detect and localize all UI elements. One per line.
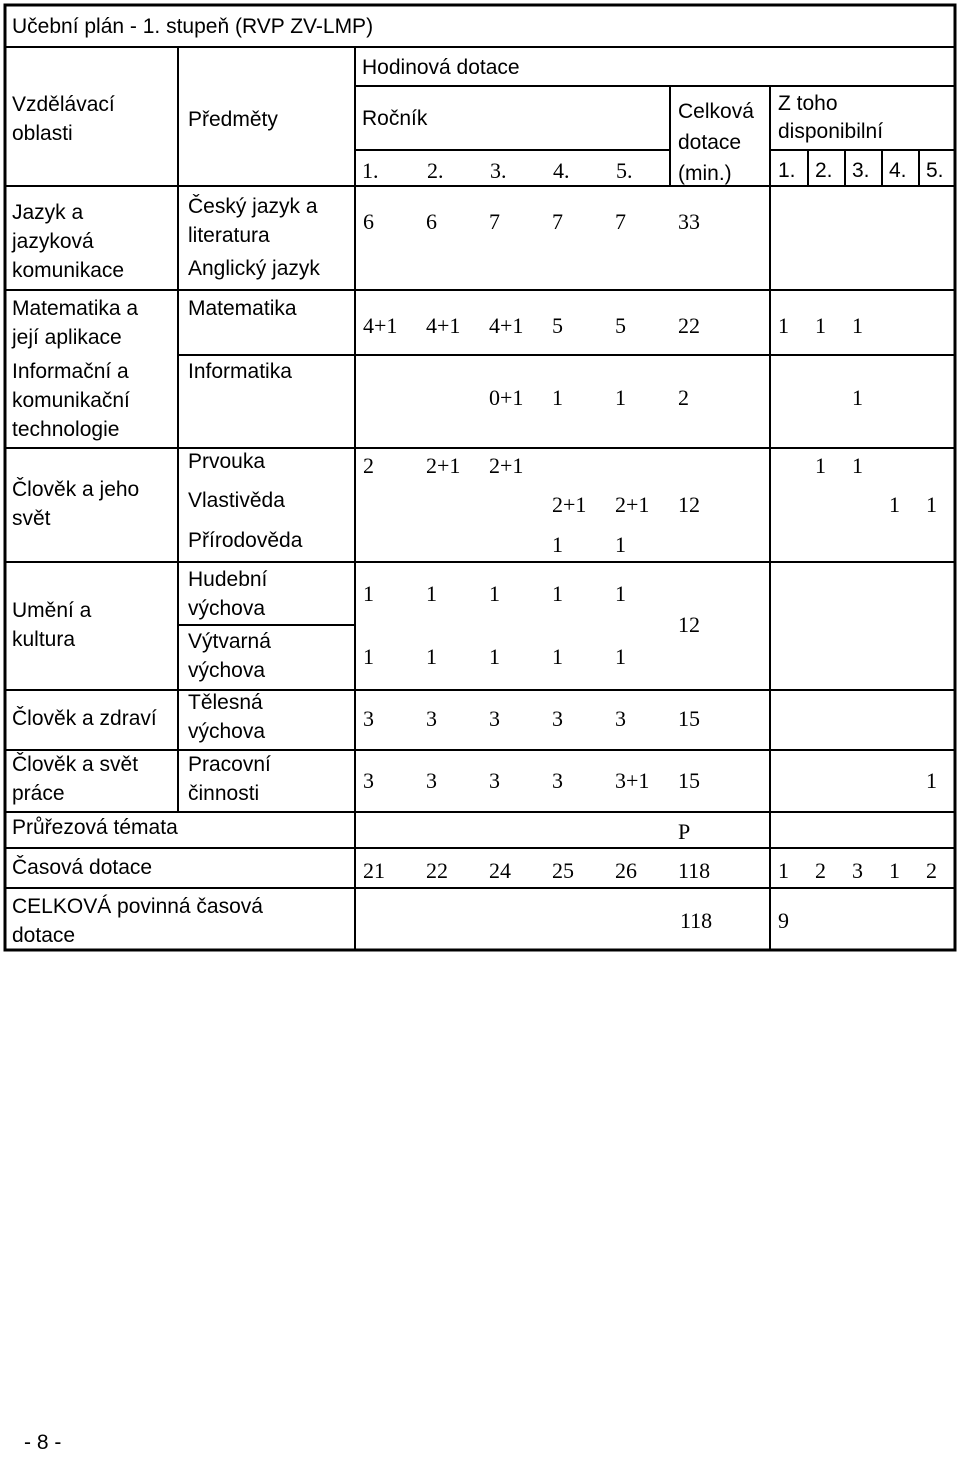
cell-value: 1	[926, 768, 937, 793]
cell-value: 7	[615, 209, 626, 234]
area-label: Člověk a zdraví	[12, 707, 157, 730]
cell-value: 0+1	[489, 385, 524, 410]
cell-value: 12	[678, 612, 700, 637]
cell-value: 3	[552, 768, 563, 793]
cell-value: 1	[778, 313, 789, 338]
cell-value: 1	[552, 532, 563, 557]
subject-label: Vlastivěda	[188, 489, 285, 512]
cell-value: 3	[852, 858, 863, 883]
subject-label: Výtvarná výchova	[188, 630, 271, 682]
cell-value: 1	[615, 532, 626, 557]
cell-value: 5	[552, 313, 563, 338]
subject-label: Český jazyk a literatura	[188, 195, 318, 247]
cell-value: 1	[426, 644, 437, 669]
cell-value: 3	[426, 706, 437, 731]
cell-value: 22	[678, 313, 700, 338]
cell-value: 24	[489, 858, 511, 883]
cell-value: 22	[426, 858, 448, 883]
cell-value: 3	[363, 768, 374, 793]
cell-value: 2+1	[489, 453, 524, 478]
cell-value: 1	[615, 581, 626, 606]
cell-value: 2+1	[615, 492, 650, 517]
header-hours: Hodinová dotace	[362, 56, 520, 79]
cross-topics-value: P	[678, 819, 691, 844]
grade-label: 2.	[427, 158, 444, 183]
cell-value: 4+1	[489, 313, 524, 338]
grade-label: 1.	[362, 158, 379, 183]
disp-grade-label: 4.	[889, 159, 907, 182]
cell-value: 6	[363, 209, 374, 234]
disp-grade-label: 2.	[815, 159, 833, 182]
cell-value: 1	[852, 453, 863, 478]
cell-value: 1	[615, 644, 626, 669]
cell-value: 25	[552, 858, 574, 883]
cell-value: 4+1	[426, 313, 461, 338]
disp-grade-label: 3.	[852, 159, 870, 182]
cell-value: 6	[426, 209, 437, 234]
cell-value: 1	[552, 581, 563, 606]
cell-value: 1	[552, 644, 563, 669]
area-label: Informační a komunikační technologie	[12, 360, 130, 441]
cell-value: 3+1	[615, 768, 650, 793]
subject-label: Hudební výchova	[188, 568, 268, 620]
cell-value: 3	[426, 768, 437, 793]
cell-value: 33	[678, 209, 700, 234]
total-mandatory-value: 118	[680, 908, 713, 933]
subject-label: Prvouka	[188, 450, 266, 473]
cell-value: 2	[926, 858, 937, 883]
subject-label: Informatika	[188, 360, 292, 383]
cell-value: 1	[815, 453, 826, 478]
header-subjects: Předměty	[188, 108, 278, 131]
cell-value: 2+1	[426, 453, 461, 478]
time-allocation-label: Časová dotace	[12, 856, 153, 879]
subject-label: Matematika	[188, 297, 297, 320]
cell-value: 1	[852, 313, 863, 338]
grade-label: 3.	[490, 158, 507, 183]
area-label: Člověk a svět práce	[12, 753, 139, 805]
disp-grade-label: 1.	[778, 159, 796, 182]
page-title: Učební plán - 1. stupeň (RVP ZV-LMP)	[12, 15, 374, 38]
header-of-which: Z toho disponibilní	[778, 92, 884, 143]
cell-value: 1	[778, 858, 789, 883]
cell-value: 1	[489, 581, 500, 606]
cell-value: 21	[363, 858, 385, 883]
cell-value: 5	[615, 313, 626, 338]
cell-value: 1	[889, 492, 900, 517]
subject-label: Anglický jazyk	[188, 257, 320, 280]
subject-label: Tělesná výchova	[188, 691, 266, 743]
page-number: - 8 -	[24, 1431, 62, 1454]
cell-value: 3	[489, 706, 500, 731]
cell-value: 2	[678, 385, 689, 410]
cell-value: 1	[363, 581, 374, 606]
cell-value: 3	[552, 706, 563, 731]
header-total: Celková dotace (min.)	[678, 100, 754, 185]
area-label: Matematika a její aplikace	[12, 297, 139, 349]
total-disposable-value: 9	[778, 908, 789, 933]
grade-label: 5.	[616, 158, 633, 183]
cell-value: 2	[815, 858, 826, 883]
header-areas: Vzdělávací oblasti	[12, 93, 115, 145]
cell-value: 1	[852, 385, 863, 410]
cell-value: 7	[552, 209, 563, 234]
cell-value: 12	[678, 492, 700, 517]
cell-value: 3	[489, 768, 500, 793]
cell-value: 7	[489, 209, 500, 234]
cell-value: 2	[363, 453, 374, 478]
subject-label: Pracovní činnosti	[188, 753, 271, 805]
area-label: Člověk a jeho svět	[12, 478, 140, 530]
cell-value: 15	[678, 706, 700, 731]
cell-value: 2+1	[552, 492, 587, 517]
cell-value: 15	[678, 768, 700, 793]
cell-value: 26	[615, 858, 637, 883]
cell-value: 1	[363, 644, 374, 669]
cell-value: 3	[363, 706, 374, 731]
cell-value: 1	[615, 385, 626, 410]
header-grade: Ročník	[362, 107, 428, 130]
grade-label: 4.	[553, 158, 570, 183]
area-label: Jazyk a jazyková komunikace	[12, 201, 125, 282]
cell-value: 1	[889, 858, 900, 883]
cell-value: 1	[552, 385, 563, 410]
cell-value: 1	[489, 644, 500, 669]
cell-value: 4+1	[363, 313, 398, 338]
cell-value: 3	[615, 706, 626, 731]
subject-label: Přírodověda	[188, 529, 303, 552]
area-label: Umění a kultura	[12, 599, 92, 651]
cell-value: 118	[678, 858, 711, 883]
cell-value: 1	[426, 581, 437, 606]
disp-grade-label: 5.	[926, 159, 944, 182]
cross-topics-label: Průřezová témata	[12, 816, 178, 839]
total-mandatory-label: CELKOVÁ povinná časová dotace	[12, 895, 263, 947]
cell-value: 1	[815, 313, 826, 338]
cell-value: 1	[926, 492, 937, 517]
